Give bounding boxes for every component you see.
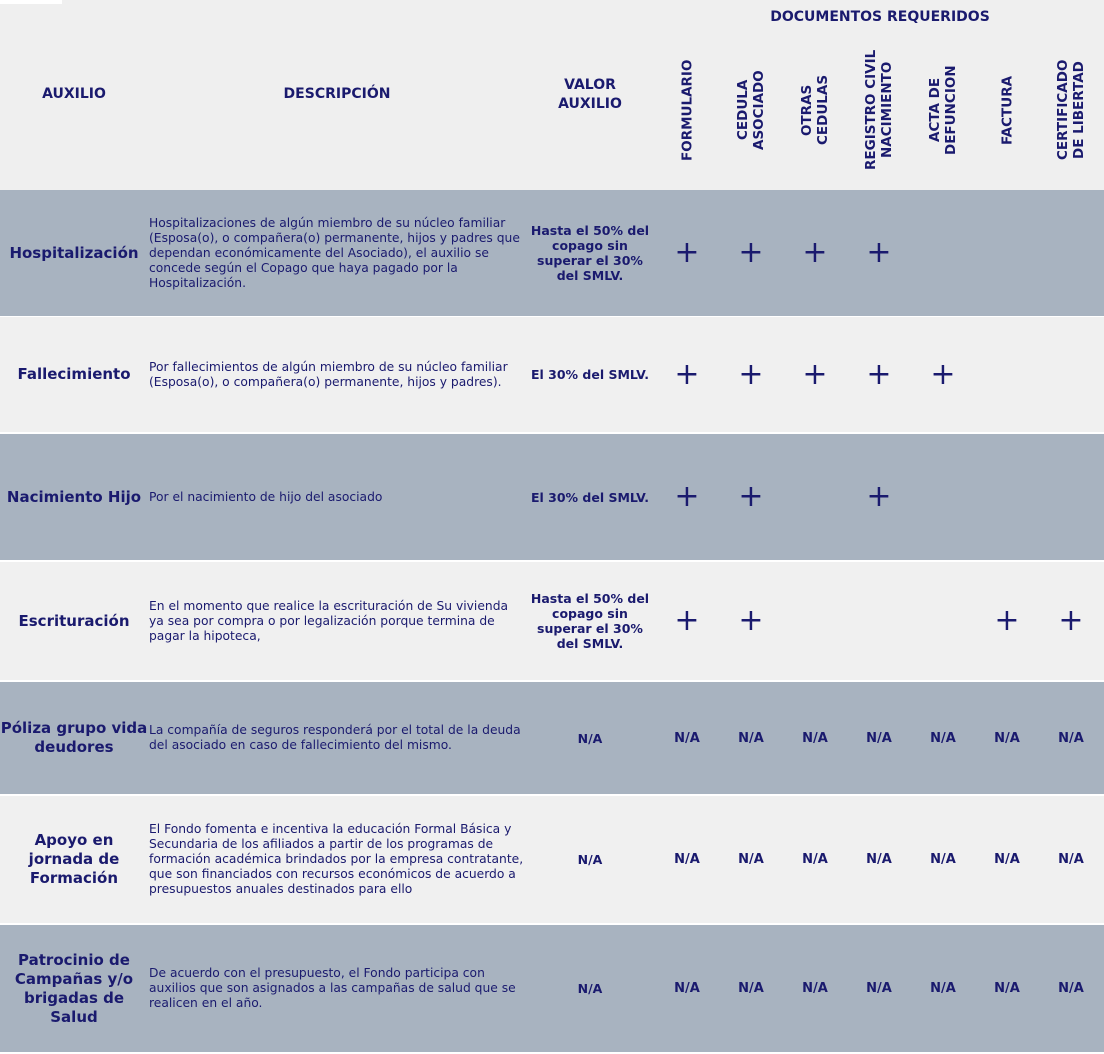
table-row xyxy=(0,796,1104,923)
not-applicable-mark: N/A xyxy=(930,730,956,746)
required-plus-icon: + xyxy=(866,479,892,514)
valor-line: copago sin xyxy=(552,606,628,621)
valor-auxilio xyxy=(528,317,652,432)
doc-heading-line: NACIMIENTO xyxy=(879,61,895,159)
auxilio-name-line: Salud xyxy=(50,1007,98,1026)
auxilio-description xyxy=(149,925,525,1052)
doc-heading-cedula-asociado xyxy=(734,40,768,180)
not-applicable-mark: N/A xyxy=(1058,730,1084,746)
not-applicable-mark: N/A xyxy=(1058,852,1084,867)
table-header xyxy=(0,0,1104,190)
auxilio-heading: AUXILIO xyxy=(42,86,106,102)
doc-heading-line: ASOCIADO xyxy=(751,70,767,150)
descripcion-heading: DESCRIPCIÓN xyxy=(283,86,391,102)
doc-heading-certificado-libertad xyxy=(1054,40,1088,180)
doc-heading-line: CERTIFICADO xyxy=(1055,59,1071,161)
auxilio-name xyxy=(0,190,148,316)
required-plus-icon: + xyxy=(994,603,1020,638)
doc-heading-line: FACTURA xyxy=(999,75,1015,145)
valor-line: copago sin xyxy=(552,238,628,253)
description-text: La compañía de seguros responderá por el total de la deuda del asociado en caso de fallecimiento del mismo. xyxy=(149,723,521,752)
required-plus-icon: + xyxy=(738,356,764,392)
auxilio-name-line: brigadas de xyxy=(23,988,125,1007)
required-plus-icon: + xyxy=(674,235,700,270)
doc-heading-line: CEDULAS xyxy=(815,74,831,146)
table-row xyxy=(0,434,1104,560)
auxilio-description xyxy=(149,434,525,560)
doc-heading-line: REGISTRO CIVIL xyxy=(863,49,879,171)
required-plus-icon: + xyxy=(738,479,764,514)
valor-auxilio xyxy=(528,190,652,316)
not-applicable-mark: N/A xyxy=(994,852,1020,867)
auxilio-name-line: Apoyo en xyxy=(34,831,114,849)
not-applicable-mark: N/A xyxy=(674,852,700,867)
valor-heading-line: VALOR xyxy=(564,77,616,93)
doc-heading-acta-defuncion xyxy=(926,40,960,180)
table-row xyxy=(0,190,1104,316)
auxilio-name xyxy=(0,317,148,432)
required-plus-icon: + xyxy=(866,235,892,270)
not-applicable-mark: N/A xyxy=(930,852,956,867)
auxilio-name-line: deudores xyxy=(34,738,114,756)
doc-heading-line: CEDULA xyxy=(735,79,751,141)
auxilio-name-line: Formación xyxy=(29,869,119,887)
auxilio-name-line: Nacimiento Hijo xyxy=(6,487,142,506)
valor-auxilio xyxy=(528,682,652,794)
not-applicable-mark: N/A xyxy=(866,981,892,996)
required-plus-icon: + xyxy=(930,356,956,392)
auxilio-name-line: Póliza grupo vida xyxy=(0,719,148,737)
table-row xyxy=(0,317,1104,432)
valor-auxilio xyxy=(528,562,652,680)
not-applicable-mark: N/A xyxy=(1058,981,1084,996)
required-plus-icon: + xyxy=(738,603,764,638)
auxilio-description xyxy=(149,682,525,794)
valor-line: N/A xyxy=(577,852,603,867)
valor-line: del SMLV. xyxy=(556,636,624,651)
valor-auxilio xyxy=(528,434,652,560)
valor-auxilio xyxy=(528,796,652,923)
auxilio-description xyxy=(149,317,525,432)
auxilio-name-line: Campañas y/o xyxy=(14,969,134,988)
auxilio-name xyxy=(0,925,148,1052)
required-plus-icon: + xyxy=(674,356,700,392)
valor-line: superar el 30% xyxy=(537,621,643,636)
description-text: De acuerdo con el presupuesto, el Fondo participa con auxilios que son asignados a las campañas de salud que se realicen en el año. xyxy=(149,966,516,1010)
valor-line: El 30% del SMLV. xyxy=(530,367,649,382)
description-text: Hospitalizaciones de algún miembro de su núcleo familiar (Esposa(o), o compañera(o) permanente, hijos y padres que dependan económicamente del Asociado), el auxilio se concede según el Copago que haya pagado por la Hospitalización. xyxy=(149,215,520,290)
not-applicable-mark: N/A xyxy=(866,730,892,746)
auxilio-name xyxy=(0,682,148,794)
documentos-requeridos-heading: DOCUMENTOS REQUERIDOS xyxy=(770,9,990,25)
valor-auxilio-heading xyxy=(528,76,652,114)
not-applicable-mark: N/A xyxy=(802,852,828,867)
doc-heading-line: FORMULARIO xyxy=(679,59,695,161)
not-applicable-mark: N/A xyxy=(994,730,1020,746)
table-row xyxy=(0,562,1104,680)
doc-heading-line: DEFUNCION xyxy=(943,65,959,155)
not-applicable-mark: N/A xyxy=(738,730,764,746)
doc-heading-formulario xyxy=(679,40,696,180)
not-applicable-mark: N/A xyxy=(738,852,764,867)
auxilio-name xyxy=(0,562,148,680)
description-text: Por el nacimiento de hijo del asociado xyxy=(149,489,383,504)
valor-line: superar el 30% xyxy=(537,253,643,268)
auxilio-name-line: Patrocinio de xyxy=(18,950,130,969)
doc-heading-line: OTRAS xyxy=(799,84,815,136)
not-applicable-mark: N/A xyxy=(802,730,828,746)
description-text: En el momento que realice la escrituración de Su vivienda ya sea por compra o por legalización porque termina de pagar la hipoteca, xyxy=(149,598,509,643)
auxilio-name xyxy=(0,796,148,923)
not-applicable-mark: N/A xyxy=(674,981,700,996)
valor-line: Hasta el 50% del xyxy=(530,591,650,606)
not-applicable-mark: N/A xyxy=(674,730,700,746)
auxilio-name-line: jornada de xyxy=(28,850,120,868)
required-plus-icon: + xyxy=(674,603,700,638)
valor-heading-line: AUXILIO xyxy=(558,96,622,112)
valor-line: del SMLV. xyxy=(556,268,624,283)
required-plus-icon: + xyxy=(1058,603,1084,638)
auxilio-description xyxy=(149,562,525,680)
auxilio-description xyxy=(149,796,525,923)
doc-heading-line: ACTA DE xyxy=(927,77,943,143)
not-applicable-mark: N/A xyxy=(802,981,828,996)
valor-line: N/A xyxy=(577,981,603,996)
table-row xyxy=(0,925,1104,1052)
table-row xyxy=(0,682,1104,794)
doc-heading-factura xyxy=(999,40,1016,180)
auxilio-name xyxy=(0,434,148,560)
required-plus-icon: + xyxy=(738,235,764,270)
header-corner xyxy=(0,0,62,4)
description-text: Por fallecimientos de algún miembro de su núcleo familiar (Esposa(o), o compañera(o) permanente, hijos y padres). xyxy=(149,359,508,389)
doc-heading-line: DE LIBERTAD xyxy=(1071,61,1087,159)
valor-line: Hasta el 50% del xyxy=(530,223,650,238)
description-text: El Fondo fomenta e incentiva la educación Formal Básica y Secundaria de los afiliados a partir de los programas de formación académica brindados por la empresa contratante, que son financiados con recursos económicos de acuerdo a presupuestos anuales destinados para ello xyxy=(149,822,524,896)
doc-heading-registro-civil-nacimiento xyxy=(862,40,896,180)
auxilio-name-line: Escrituración xyxy=(18,611,130,630)
auxilio-name-line: Fallecimiento xyxy=(17,365,131,383)
not-applicable-mark: N/A xyxy=(930,981,956,996)
required-plus-icon: + xyxy=(674,479,700,514)
valor-line: El 30% del SMLV. xyxy=(530,489,649,505)
valor-line: N/A xyxy=(577,730,603,746)
valor-auxilio xyxy=(528,925,652,1052)
auxilio-name-line: Hospitalización xyxy=(9,243,139,262)
doc-heading-otras-cedulas xyxy=(798,40,832,180)
auxilio-description xyxy=(149,190,525,316)
not-applicable-mark: N/A xyxy=(994,981,1020,996)
not-applicable-mark: N/A xyxy=(866,852,892,867)
required-plus-icon: + xyxy=(866,356,892,392)
not-applicable-mark: N/A xyxy=(738,981,764,996)
required-plus-icon: + xyxy=(802,235,828,270)
required-plus-icon: + xyxy=(802,356,828,392)
